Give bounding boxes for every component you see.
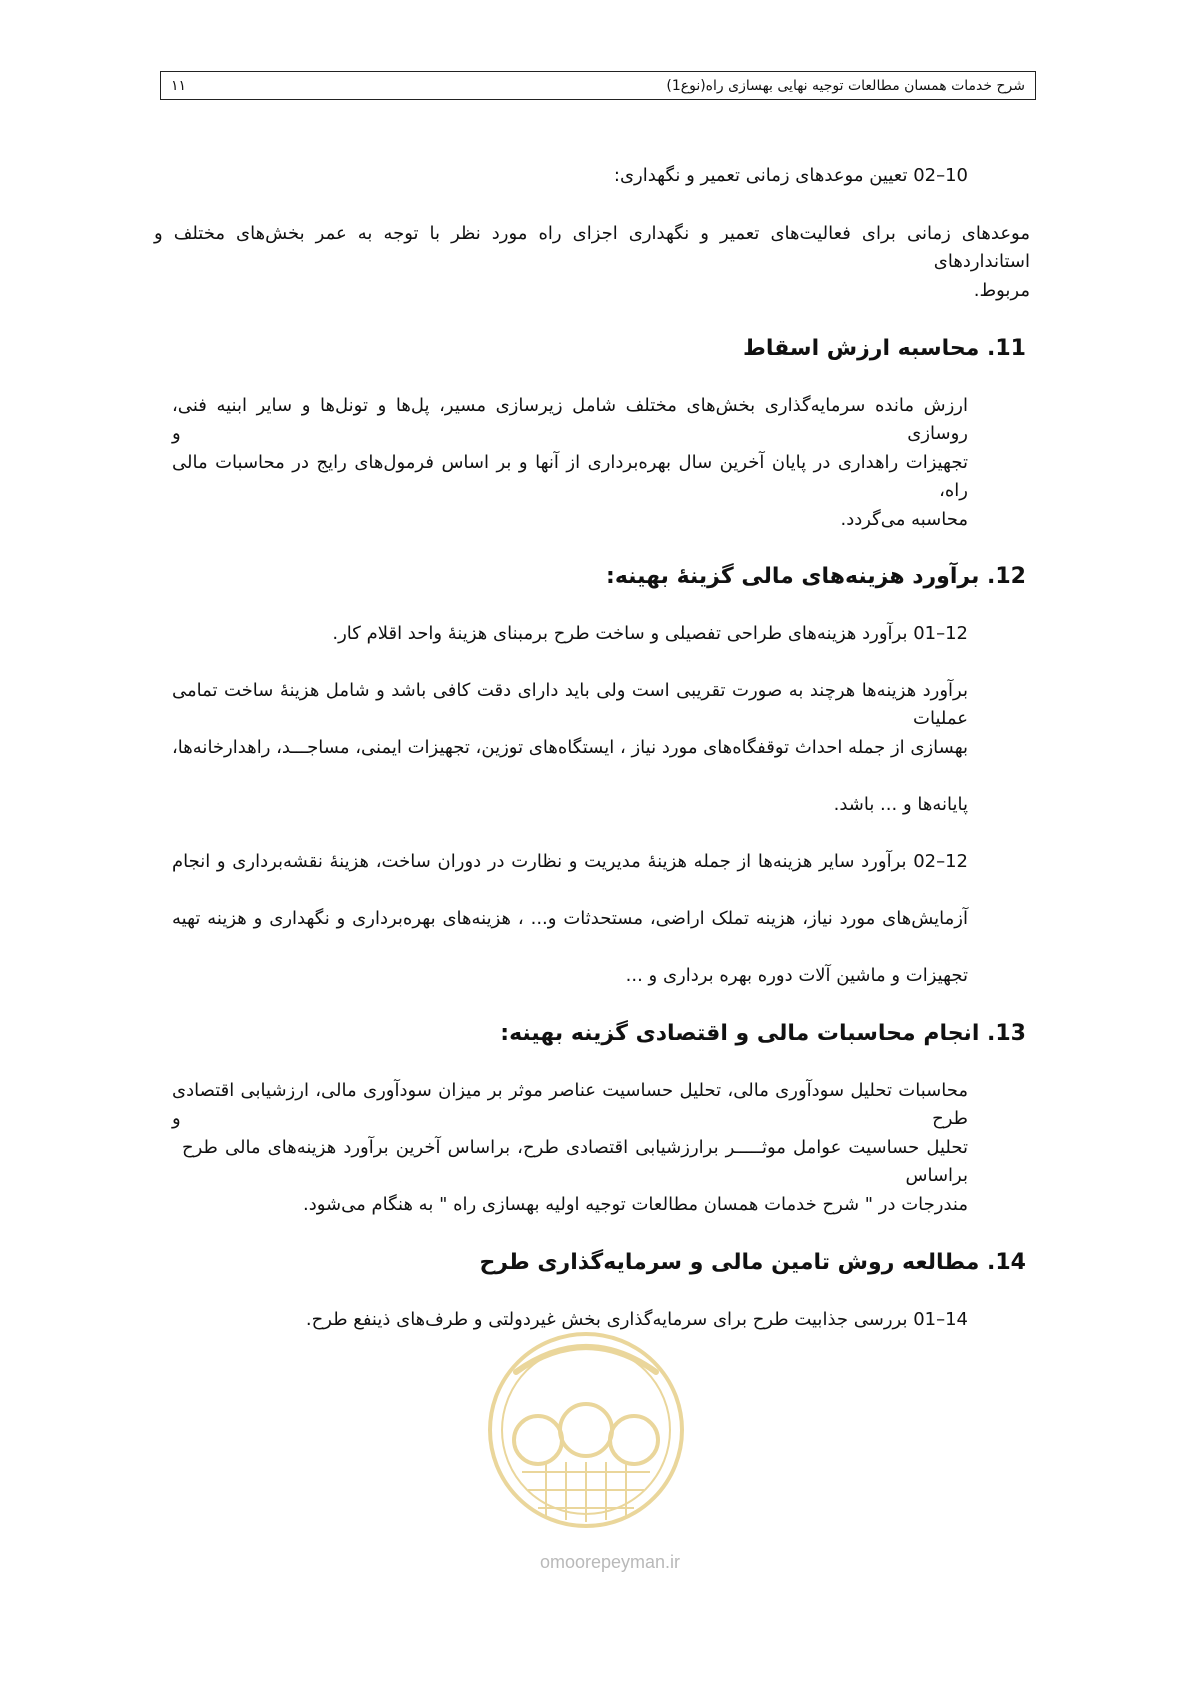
subsection-12-02-text-line: آزمایش‌های مورد نیاز، هزینه تملک اراضی، مستحدثات و... ، هزینه‌های بهره‌برداری و نگهداری و هزینه تهیه bbox=[172, 908, 968, 929]
subsection-10-02-text-line: مربوط. bbox=[973, 280, 1030, 301]
section-12-text-line: برآورد هزینه‌ها هرچند به صورت تقریبی است ولی باید دارای دقت کافی باشد و شامل هزینهٔ ساخت تمامی عملیات bbox=[172, 680, 968, 729]
section-11-text-line: ارزش مانده سرمایه‌گذاری بخش‌های مختلف شامل زیرسازی مسیر، پل‌ها و تونل‌ها و سایر ابنیه فنی، روسازی و bbox=[172, 395, 968, 444]
subsection-14-01-heading: 14–01 بررسی جذابیت طرح برای سرمایه‌گذاری بخش غیردولتی و طرف‌های ذینفع طرح. bbox=[305, 1309, 968, 1330]
subsection-10-02-heading: 10–02 تعیین موعدهای زمانی تعمیر و نگهداری: bbox=[613, 165, 968, 186]
subsection-10-02-text-line: موعدهای زمانی برای فعالیت‌های تعمیر و نگهداری اجزای راه مورد نظر با توجه به عمر بخش‌های مختلف و استانداردهای bbox=[154, 223, 1030, 272]
watermark-text: omoorepeyman.ir bbox=[539, 1552, 681, 1572]
section-13-text-line: محاسبات تحلیل سودآوری مالی، تحلیل حساسیت عناصر موثر بر میزان سودآوری مالی، ارزشیابی اقتصادی طرح و bbox=[172, 1080, 968, 1129]
section-12-heading: 12. برآورد هزینه‌های مالی گزینهٔ بهینه: bbox=[606, 564, 1026, 589]
section-14-heading: 14. مطالعه روش تامین مالی و سرمایه‌گذاری طرح bbox=[479, 1250, 1026, 1275]
page-number: ۱۱ bbox=[171, 77, 187, 94]
section-12-text-line: پایانه‌ها و ... باشد. bbox=[833, 794, 968, 815]
section-13-text-line: مندرجات در " شرح خدمات همسان مطالعات توجیه اولیه بهسازی راه " به هنگام می‌شود. bbox=[302, 1194, 968, 1215]
section-12-text-line: بهسازی از جمله احداث توقفگاه‌های مورد نیاز ، ایستگاه‌های توزین، تجهیزات ایمنی، مساجـــد، راهدارخانه‌ها، bbox=[172, 737, 968, 758]
subsection-12-02-text-line: تجهیزات و ماشین آلات دوره بهره برداری و ... bbox=[625, 965, 968, 986]
section-13-text-line: تحلیل حساسیت عوامل موثـــــر برارزشیابی اقتصادی طرح، براساس آخرین برآورد هزینه‌های مالی طرح براساس bbox=[182, 1137, 968, 1186]
section-11-text-line: تجهیزات راهداری در پایان آخرین سال بهره‌برداری از آنها و بر اساس فرمول‌های رایج در محاسبات مالی راه، bbox=[172, 452, 968, 501]
subsection-12-01-heading: 12–01 برآورد هزینه‌های طراحی تفصیلی و ساخت طرح برمبنای هزینهٔ واحد اقلام کار. bbox=[332, 623, 968, 644]
section-11-heading: 11. محاسبه ارزش اسقاط bbox=[742, 336, 1026, 361]
header-title: شرح خدمات همسان مطالعات توجیه نهایی بهسازی راه(نوع1) bbox=[666, 77, 1025, 94]
section-13-heading: 13. انجام محاسبات مالی و اقتصادی گزینه بهینه: bbox=[500, 1021, 1026, 1046]
subsection-12-02-text-line: 12–02 برآورد سایر هزینه‌ها از جمله هزینهٔ مدیریت و نظارت در دوران ساخت، هزینهٔ نقشه‌برداری و انجام bbox=[172, 851, 968, 872]
section-11-text-line: محاسبه می‌گردد. bbox=[840, 509, 968, 530]
